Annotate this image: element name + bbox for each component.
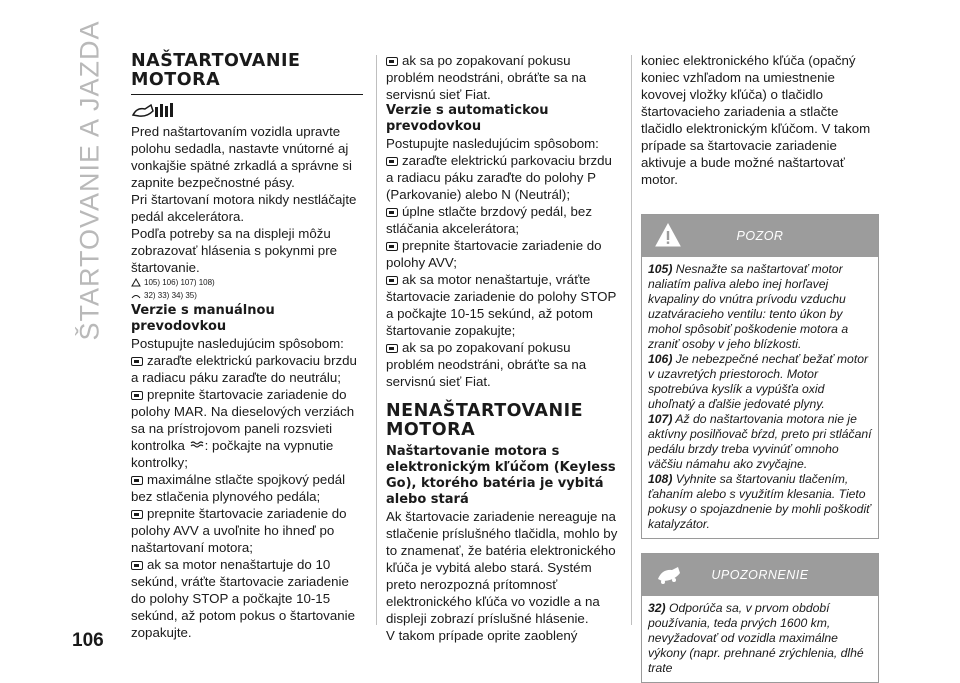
section-heading: NAŠTARTOVANIE MOTORA — [131, 51, 301, 90]
warning-references — [131, 277, 363, 289]
list-item: maximálne stlačte spojkový pedál bez stlačenia plynového pedála; — [131, 472, 346, 504]
bullet-icon — [131, 391, 143, 400]
warning-item: 108) Vyhnite sa štartovaniu tlačením, ťahaním alebo s využitím klesania. Tieto pokusy o spojazdnenie by mohli poškodiť katalyzátor. — [648, 472, 871, 531]
list-item: ak sa po zopakovaní pokusu problém neodstráni, obráťte sa na servisnú sieť Fiat. — [386, 340, 587, 389]
bullet-icon — [131, 357, 143, 366]
engine-start-icon — [131, 101, 177, 119]
procedure-intro: Postupujte nasledujúcim spôsobom: — [386, 136, 599, 151]
warning-item: 107) Až do naštartovania motora nie je aktívny posilňovač bŕzd, preto pri stláčaní pedálu brzdy treba vyvinúť omnoho väčšiu námahu ako zvyčajne. — [648, 412, 872, 471]
warning-book-icon — [131, 278, 141, 288]
list-item: ak sa po zopakovaní pokusu problém neodstráni, obráťte sa na servisnú sieť Fiat. — [386, 53, 587, 102]
bullet-icon — [386, 276, 398, 285]
list-item: zaraďte elektrickú parkovaciu brzdu a radiacu páku zaraďte do polohy P (Parkovanie) alebo N (Neutrál); — [386, 153, 612, 202]
paragraph-no-accelerator: Pri štartovaní motora nikdy nestláčajte pedál akcelerátora. — [131, 192, 357, 224]
note-item: 32) Odporúča sa, v prvom období používania, teda prvých 1600 km, nevyžadovať od vozidla maximálne výkony (napr. prehnané zrýchlenia, dlhé trate — [648, 601, 864, 675]
manual-transmission-heading: Verzie s manuálnou prevodovkou — [131, 303, 275, 334]
keyless-paragraph: Ak štartovacie zariadenie nereaguje na stlačenie príslušného tlačidla, mohlo by to znamenať, že batéria elektronického kľúča je vybitá alebo stará. Systém preto nerozpozná prítomnosť elektronického kľúča vo vozidle a na displeji zobrazí príslušné hlásenie. — [386, 509, 618, 626]
warning-refs-text: 105) 106) 107) 108) — [144, 278, 215, 287]
bullet-icon — [131, 476, 143, 485]
car-note-icon — [654, 561, 682, 587]
note-box-label: UPOZORNENIE — [711, 567, 809, 582]
column-2 — [386, 52, 620, 644]
procedure-intro: Postupujte nasledujúcim spôsobom: — [131, 336, 344, 351]
heading-rule — [131, 94, 363, 95]
list-item: ak sa motor nenaštartuje do 10 sekúnd, vráťte štartovacie zariadenie do polohy STOP a počkajte 10-15 sekúnd, až potom pokus o štartovanie zopakujte. — [131, 557, 355, 640]
intro-paragraph: Pred naštartovaním vozidla upravte polohu sedadla, nastavte vnútorné aj vonkajšie spätné zrkadlá a správne si zapnite bezpečnostné pásy. — [131, 124, 352, 190]
warning-box-header — [642, 215, 878, 257]
section-heading-2: NENAŠTARTOVANIE MOTORA — [386, 401, 584, 440]
keyless-continuation: koniec elektronického kľúča (opačný koniec vzhľadom na umiestnenie kovovej vložky kľúča) o tlačidlo štartovacieho zariadenia a stlačte tlačidlo elektronickým kľúčom. V takom prípade sa štartovacie zariadenie aktivuje a bude možné naštartovať motor. — [641, 53, 871, 187]
column-1 — [131, 52, 363, 641]
warning-triangle-icon — [654, 222, 682, 248]
bullet-icon — [386, 57, 398, 66]
glow-plug-warning-icon — [189, 440, 205, 450]
side-title-text: ŠTARTOVANIE A JAZDA — [74, 19, 105, 341]
note-refs-text: 32) 33) 34) 35) — [144, 291, 197, 300]
keyless-heading: Naštartovanie motora s elektronickým kľúčom (Keyless Go), ktorého batéria je vybitá alebo stará — [386, 444, 616, 507]
symbol-row — [131, 101, 363, 121]
warning-box-body — [642, 257, 878, 538]
list-item: prepnite štartovacie zariadenie do polohy AVV a uvoľnite ho ihneď po naštartovaní motora; — [131, 506, 347, 555]
bullet-icon — [131, 510, 143, 519]
list-item: zaraďte elektrickú parkovaciu brzdu a radiacu páku zaraďte do neutrálu; — [131, 353, 357, 385]
side-section-title — [72, 19, 108, 341]
list-item: úplne stlačte brzdový pedál, bez stláčania akcelerátora; — [386, 204, 592, 236]
column-3 — [641, 52, 877, 683]
column-divider — [631, 55, 632, 625]
bullet-icon — [386, 157, 398, 166]
list-item: prepnite štartovacie zariadenie do polohy AVV; — [386, 238, 602, 270]
bullet-icon — [386, 242, 398, 251]
note-book-icon — [131, 291, 141, 301]
list-item: prepnite štartovacie zariadenie do polohy MAR. Na dieselových verziách sa na prístrojovom paneli rozsvieti — [131, 387, 355, 436]
warning-item: 106) Je nebezpečné nechať bežať motor v uzavretých priestoroch. Motor spotrebúva kyslík a vypúšťa oxid uhoľnatý a ďalšie jedovaté plyny. — [648, 352, 869, 411]
keyless-paragraph-2: V takom prípade oprite zaoblený — [386, 628, 578, 643]
bullet-icon — [131, 561, 143, 570]
bullet-icon — [386, 208, 398, 217]
column-divider — [376, 55, 377, 625]
warning-item: 105) Nesnažte sa naštartovať motor naliatím paliva alebo inej horľavej kvapaliny do vnútra prívodu vzduchu uzatváracieho ventilu: tento úkon by mohol spôsobiť poškodenie motora a zraniť osoby v jeho blízkosti. — [648, 262, 849, 351]
paragraph-display-messages: Podľa potreby sa na displeji môžu zobrazovať hlásenia s pokynmi pre štartovanie. — [131, 226, 338, 275]
list-item: ak sa motor nenaštartuje, vráťte štartovacie zariadenie do polohy STOP a počkajte 10-15 sekúnd, až potom štartovanie zopakujte; — [386, 272, 617, 338]
note-box — [641, 553, 879, 683]
automatic-transmission-heading: Verzie s automatickou prevodovkou — [386, 103, 549, 134]
bullet-icon — [386, 344, 398, 353]
list-item-continuation: kontrolka : počkajte na vypnutie kontrolky; — [131, 438, 334, 470]
warning-box-label: POZOR — [736, 228, 784, 243]
page-number: 106 — [72, 630, 104, 651]
note-references — [131, 290, 363, 302]
note-box-body — [642, 596, 878, 682]
warning-box — [641, 214, 879, 539]
note-box-header — [642, 554, 878, 596]
